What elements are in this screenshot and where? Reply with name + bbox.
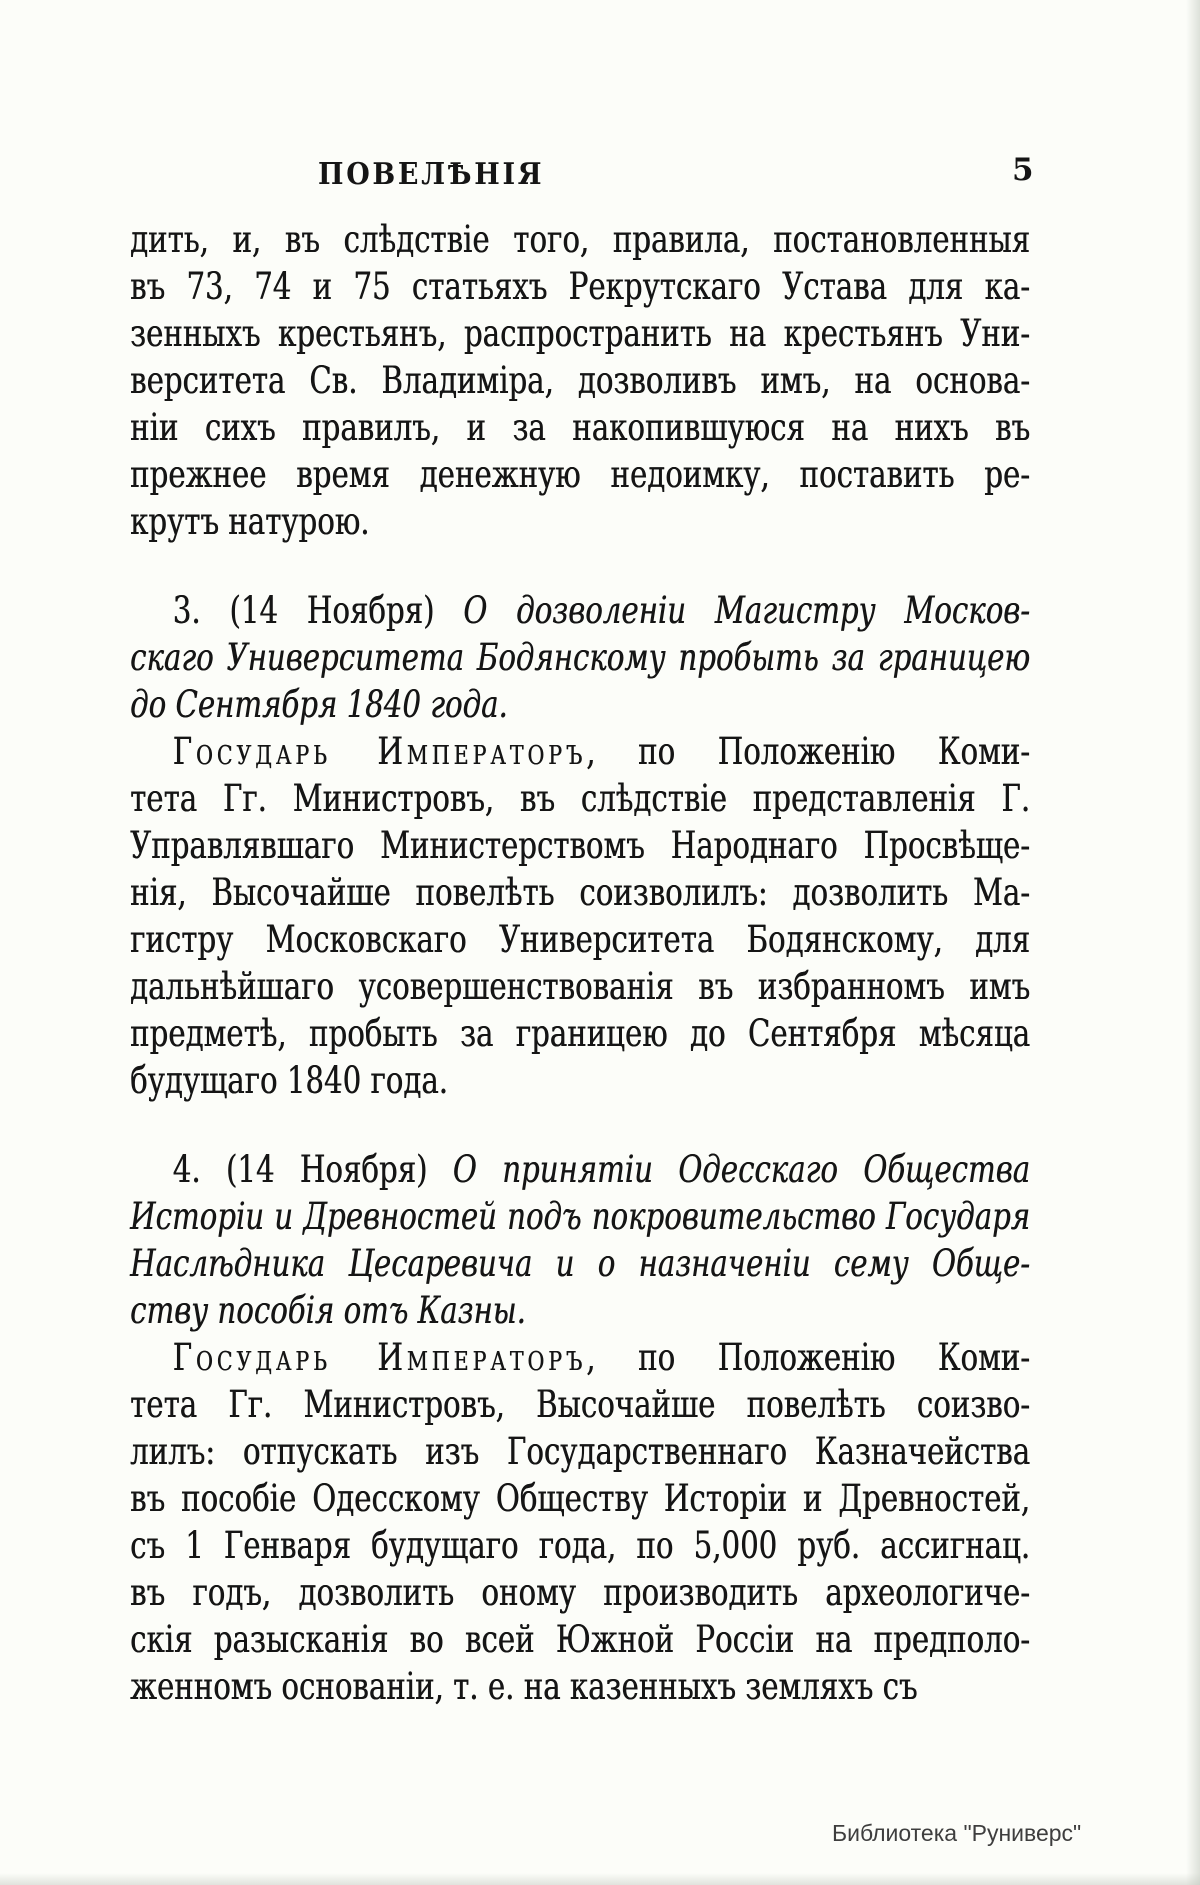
text-line [130,263,1030,310]
text-segment: прежнее время денежную недоимку, поставить ре- [130,453,1031,496]
text-line [130,822,1030,869]
text-line [130,1522,1030,1569]
text-line [130,1663,1030,1710]
text-segment: зенныхъ крестьянъ, распространить на крестьянъ Уни- [130,312,1031,355]
text-segment: 3. (14 Ноября) [172,589,464,632]
text-line [130,963,1030,1010]
text-segment: Наслѣдника Цесаревича и о назначеніи сему Обще- [130,1242,1031,1285]
text-segment: Управлявшаго Министерствомъ Народнаго Просвѣще- [130,824,1031,867]
paragraph [130,216,1030,545]
text-line [130,1193,1030,1240]
text-segment: скія разысканія во всей Южной Россіи на предполо- [130,1618,1031,1661]
paragraph [130,1334,1030,1710]
text-segment: лилъ: отпускать изъ Государственнаго Казначейства [130,1430,1031,1473]
text-line [130,916,1030,963]
text-segment: , по Положенію Коми- [586,730,1031,773]
text-line [130,775,1030,822]
scan-edge-bottom [0,1873,1200,1885]
text-segment: въ годъ, дозволить оному производить археологиче- [130,1571,1031,1614]
text-line [130,1057,1030,1104]
text-segment: , по Положенію Коми- [586,1336,1031,1379]
text-segment: ству пособія отъ Казны. [130,1289,526,1332]
text-segment: скаго Университета Бодянскому пробыть за границею [130,636,1031,679]
text-line [130,634,1030,681]
library-watermark: Библиотека "Руниверс" [832,1820,1082,1846]
text-line [130,1240,1030,1287]
text-segment: верситета Св. Владиміра, дозволивъ имъ, на основа- [130,359,1031,402]
text-segment: дить, и, въ слѣдствіе того, правила, постановленныя [130,218,1031,261]
text-segment: Исторіи и Древностей подъ покровительство Государя [130,1195,1031,1238]
text-segment: дальнѣйшаго усовершенствованія въ избранномъ имъ [130,965,1031,1008]
text-line [130,1616,1030,1663]
text-line [130,498,1030,545]
page-number: 5 [1012,152,1034,188]
text-segment: съ 1 Генваря будущаго года, по 5,000 руб. ассигнац. [130,1524,1031,1567]
text-area [130,216,1030,1710]
text-segment: тета Гг. Министровъ, въ слѣдствіе представленія Г. [130,777,1031,820]
text-segment: въ 73, 74 и 75 статьяхъ Рекрутскаго Устава для ка- [130,265,1031,308]
text-line [130,1569,1030,1616]
text-line [130,357,1030,404]
decree-title [130,1146,1030,1334]
text-line [130,1146,1030,1193]
text-segment: Государь Императоръ [172,1336,587,1379]
decree-title [130,587,1030,728]
text-segment: крутъ натурою. [130,500,370,543]
text-segment: ніи сихъ правилъ, и за накопившуюся на нихъ въ [130,406,1031,449]
text-segment: до Сентября 1840 года. [130,683,508,726]
text-line [130,1287,1030,1334]
text-line [130,1334,1030,1381]
text-segment: будущаго 1840 года. [130,1059,448,1102]
scan-edge-right [1186,0,1200,1885]
text-line [130,310,1030,357]
paragraph [130,728,1030,1104]
page-header-title: ПОВЕЛѢНІЯ [318,157,545,192]
text-line [130,869,1030,916]
text-segment: нія, Высочайше повелѣть соизволилъ: дозволить Ма- [130,871,1031,914]
text-line [130,587,1030,634]
text-segment: въ пособіе Одесскому Обществу Исторіи и Древностей, [130,1477,1031,1520]
text-line [130,1428,1030,1475]
text-segment: женномъ основаніи, т. е. на казенныхъ земляхъ съ [130,1665,918,1708]
text-line [130,404,1030,451]
text-line [130,451,1030,498]
text-segment: 4. (14 Ноября) [172,1148,453,1191]
text-segment: О дозволеніи Магистру Москов- [463,589,1031,632]
text-segment: гистру Московскаго Университета Бодянскому, для [130,918,1031,961]
text-line [130,728,1030,775]
text-segment: тета Гг. Министровъ, Высочайше повелѣть соизво- [130,1383,1031,1426]
text-line [130,681,1030,728]
text-line [130,1381,1030,1428]
text-line [130,1010,1030,1057]
text-segment: предметѣ, пробыть за границею до Сентября мѣсяца [130,1012,1031,1055]
text-line [130,1475,1030,1522]
text-line [130,216,1030,263]
text-segment: Государь Императоръ [172,730,587,773]
text-segment: О принятіи Одесскаго Общества [452,1148,1031,1191]
